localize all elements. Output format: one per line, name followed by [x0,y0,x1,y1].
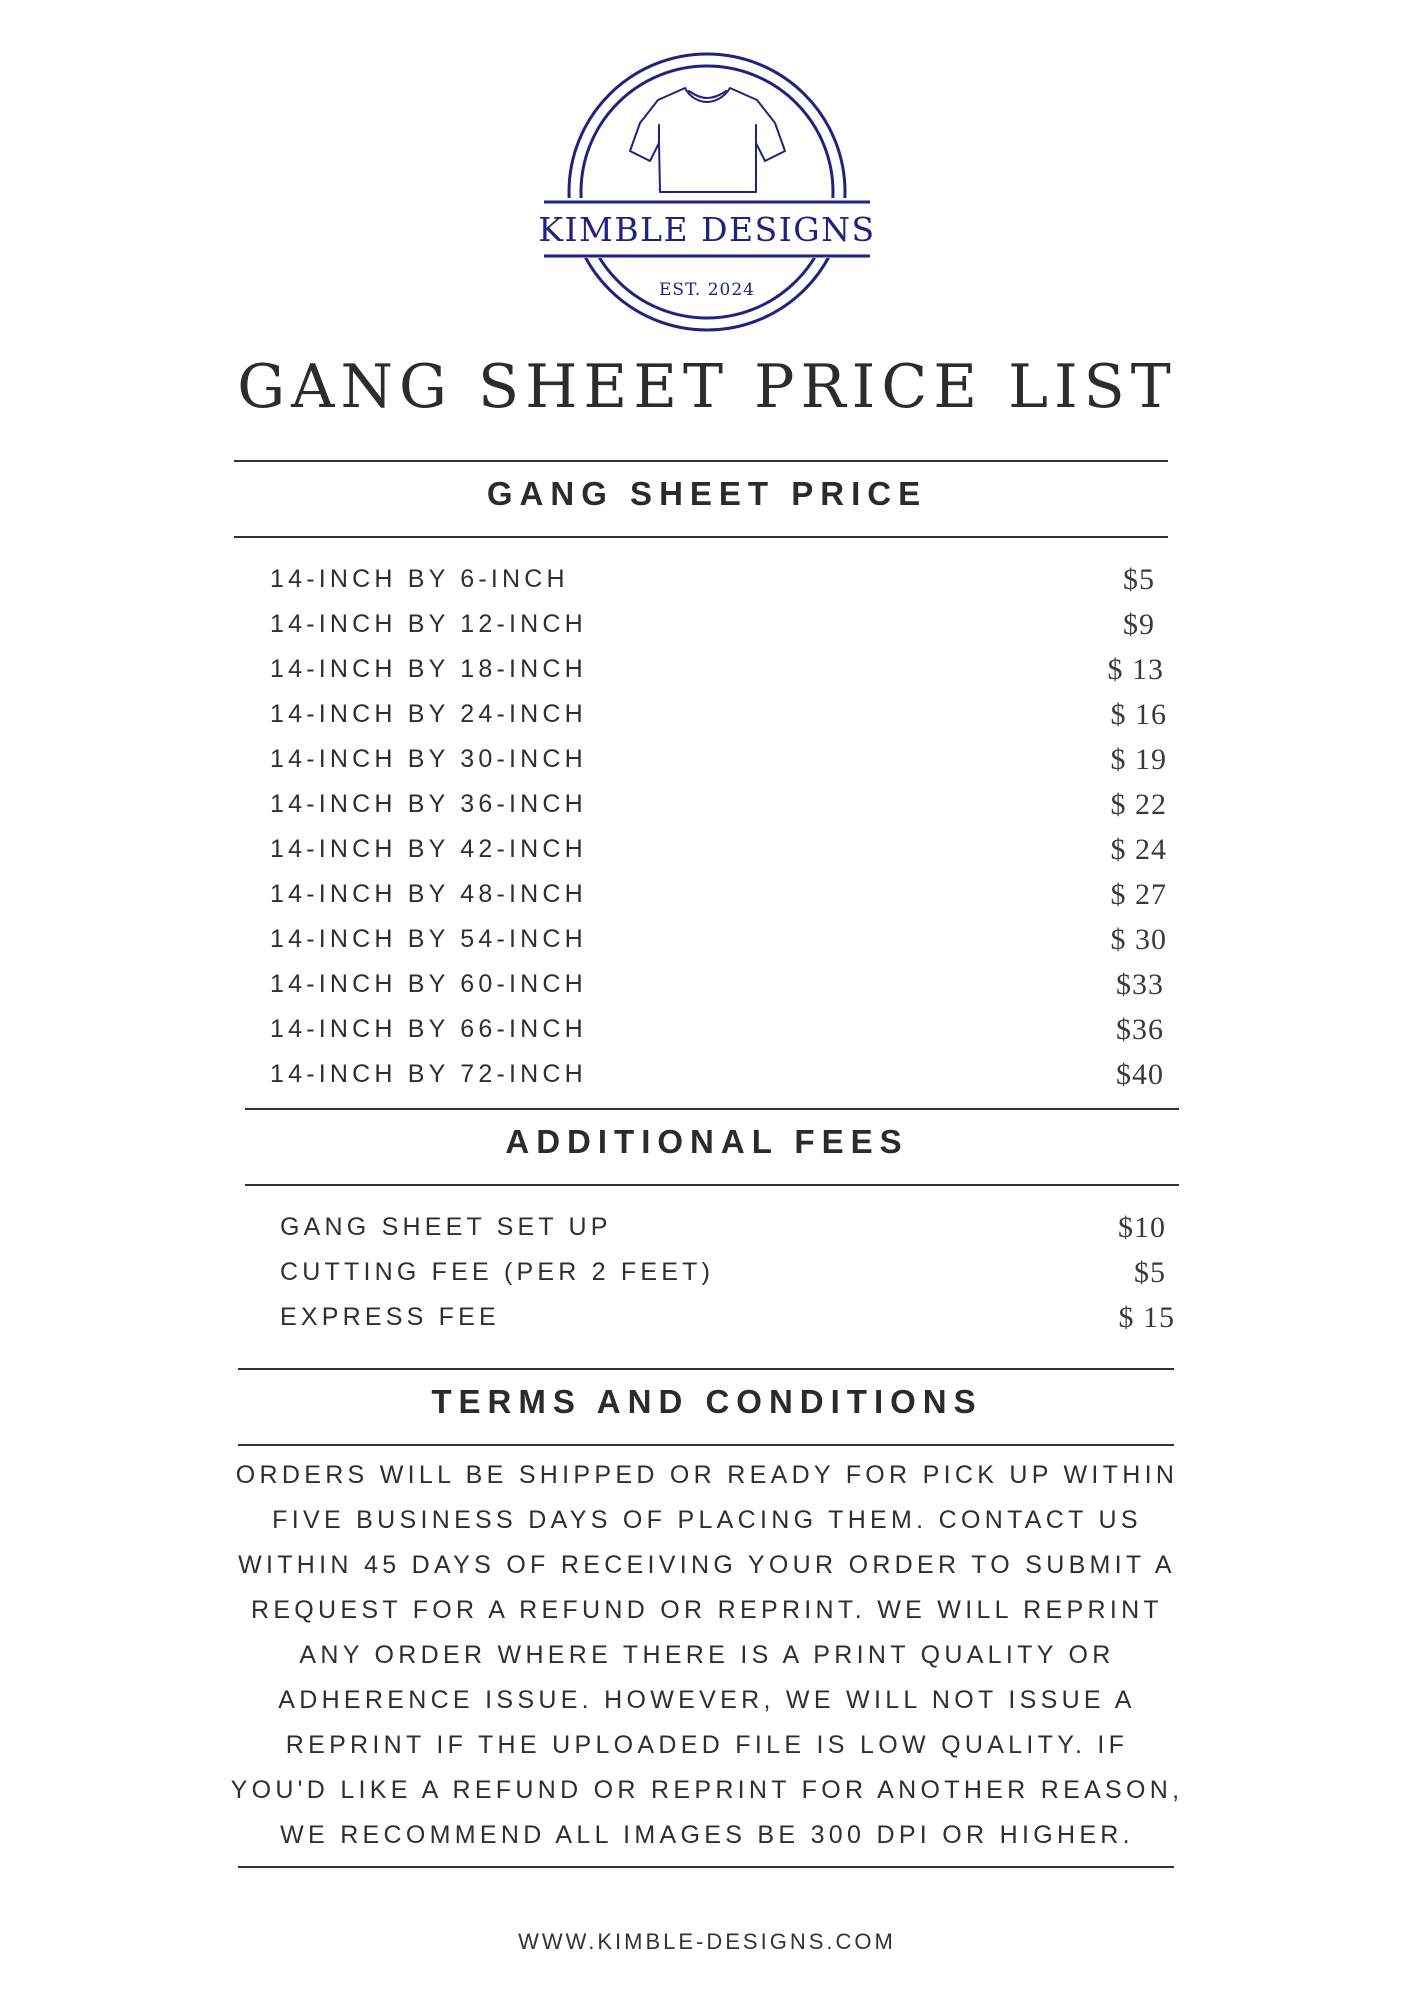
terms-line: WE RECOMMEND ALL IMAGES BE 300 DPI OR HIGHER. [280,1821,1134,1849]
sheet-price: $40 [1116,1058,1164,1091]
sheet-price: $ 30 [1110,923,1167,956]
sheet-size: 14-INCH BY 6-INCH [270,565,569,593]
terms-section-heading: TERMS AND CONDITIONS [431,1383,983,1420]
sheet-price: $33 [1116,968,1164,1001]
fee-label: CUTTING FEE (PER 2 FEET) [280,1258,715,1286]
sheet-size: 14-INCH BY 66-INCH [270,1015,587,1043]
established-year: EST. 2024 [659,280,755,300]
fee-price: $10 [1118,1211,1166,1244]
fee-price: $5 [1134,1256,1166,1289]
divider [234,536,1168,538]
price-section-heading: GANG SHEET PRICE [486,475,928,512]
brand-name: KIMBLE DESIGNS [538,210,876,249]
sheet-price: $ 19 [1110,743,1167,776]
list-item [270,565,1167,605]
sheet-price: $9 [1123,608,1155,641]
terms-line: ORDERS WILL BE SHIPPED OR READY FOR PICK UP WITHIN [235,1461,1179,1489]
sheet-price: $ 24 [1110,833,1167,866]
fee-label: EXPRESS FEE [280,1303,500,1331]
list-item [270,700,1167,740]
sheet-size: 14-INCH BY 48-INCH [270,880,587,908]
list-item [270,790,1167,830]
sheet-size: 14-INCH BY 24-INCH [270,700,587,728]
sheet-size: 14-INCH BY 72-INCH [270,1060,587,1088]
sheet-price: $36 [1116,1013,1164,1046]
terms-line: FIVE BUSINESS DAYS OF PLACING THEM. CONTACT US [272,1506,1142,1534]
list-item [270,745,1167,785]
sheet-price: $ 27 [1110,878,1167,911]
fee-price: $ 15 [1118,1301,1175,1334]
divider [245,1108,1179,1110]
sheet-size: 14-INCH BY 12-INCH [270,610,587,638]
terms-line: ADHERENCE ISSUE. HOWEVER, WE WILL NOT ISSUE A [278,1686,1136,1714]
page-title: GANG SHEET PRICE LIST [237,352,1177,422]
sheet-size: 14-INCH BY 36-INCH [270,790,587,818]
website-link[interactable]: WWW.KIMBLE-DESIGNS.COM [518,1929,896,1954]
sheet-size: 14-INCH BY 30-INCH [270,745,587,773]
sheet-price: $ 22 [1110,788,1167,821]
list-item [270,1015,1167,1055]
sheet-price: $5 [1123,563,1155,596]
list-item [270,970,1167,1010]
list-item [270,655,1167,695]
terms-line: REPRINT IF THE UPLOADED FILE IS LOW QUALITY. IF [285,1731,1129,1759]
terms-line: REQUEST FOR A REFUND OR REPRINT. WE WILL REPRINT [250,1596,1164,1624]
divider [245,1184,1179,1186]
list-item [270,880,1167,920]
sheet-price: $ 13 [1107,653,1164,686]
sheet-price: $ 16 [1110,698,1167,731]
list-item [280,1303,1175,1343]
sheet-size: 14-INCH BY 42-INCH [270,835,587,863]
divider [234,460,1168,462]
sheet-size: 14-INCH BY 18-INCH [270,655,587,683]
list-item [270,925,1167,965]
divider [238,1444,1174,1446]
sheet-size: 14-INCH BY 54-INCH [270,925,587,953]
list-item [280,1258,1175,1298]
sheet-size: 14-INCH BY 60-INCH [270,970,587,998]
fee-label: GANG SHEET SET UP [280,1213,612,1241]
tshirt-icon [630,88,785,192]
terms-line: ANY ORDER WHERE THERE IS A PRINT QUALITY OR [299,1641,1115,1669]
kimble-designs-logo [536,50,886,350]
terms-line: WITHIN 45 DAYS OF RECEIVING YOUR ORDER TO SUBMIT A [238,1551,1176,1579]
fees-section-heading: ADDITIONAL FEES [505,1123,909,1160]
list-item [270,1060,1167,1100]
divider [238,1368,1174,1370]
list-item [270,835,1167,875]
terms-line: YOU'D LIKE A REFUND OR REPRINT FOR ANOTHER REASON, [230,1776,1184,1804]
list-item [280,1213,1175,1253]
divider [238,1866,1174,1868]
list-item [270,610,1167,650]
